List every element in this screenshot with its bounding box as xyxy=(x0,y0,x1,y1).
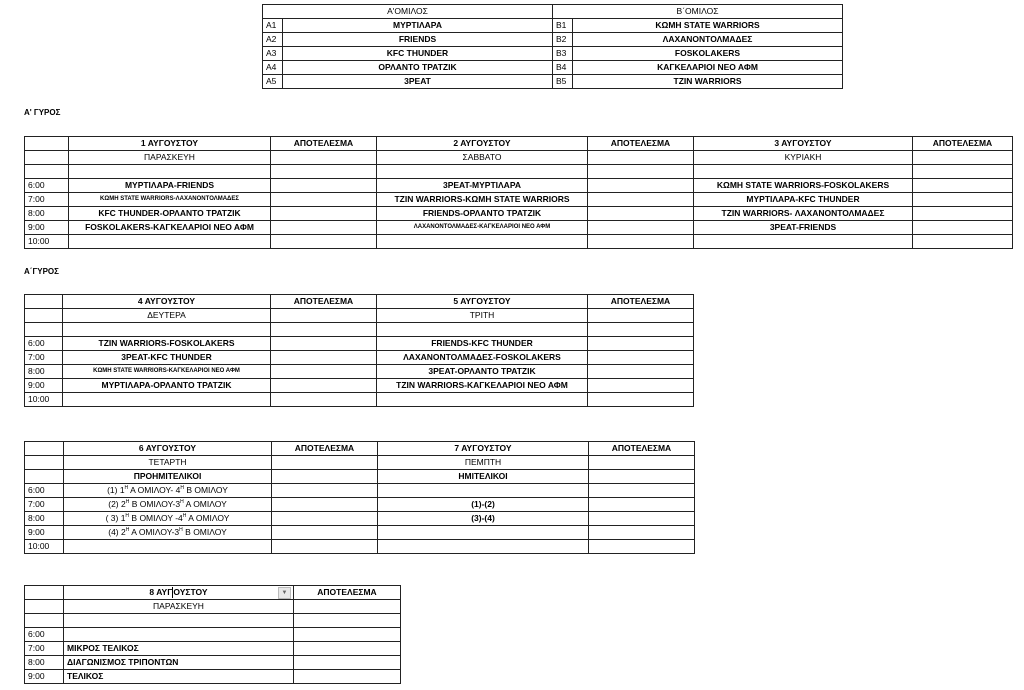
game-cell[interactable]: ΚΩΜΗ STATE WARRIORS-ΚΑΓΚΕΛΑΡΙΟΙ ΝΕΟ ΑΦΜ xyxy=(63,365,271,379)
cell[interactable]: A5 xyxy=(263,75,283,89)
cell[interactable]: TZIN WARRIORS xyxy=(573,75,843,89)
game-cell[interactable]: 3ΡΕΑΤ-FRIENDS xyxy=(694,221,913,235)
time-cell[interactable]: 7:00 xyxy=(25,642,64,656)
game-cell[interactable]: ΜΙΚΡΟΣ ΤΕΛΙΚΟΣ xyxy=(64,642,294,656)
game-cell[interactable]: (1)-(2) xyxy=(378,498,589,512)
weekday[interactable]: ΚΥΡΙΑΚΗ xyxy=(694,151,913,165)
time-cell[interactable]: 9:00 xyxy=(25,221,69,235)
game-cell[interactable]: KFC THUNDER-ΟΡΛΑΝΤΟ ΤΡΑΤΖΙΚ xyxy=(69,207,271,221)
result-header[interactable]: ΑΠΟΤΕΛΕΣΜΑ xyxy=(913,137,1013,151)
cell[interactable]: 3ΡΕΑΤ xyxy=(283,75,553,89)
result-header[interactable]: ΑΠΟΤΕΛΕΣΜΑ xyxy=(588,137,694,151)
cell[interactable]: ΚΩΜΗ STATE WARRIORS xyxy=(573,19,843,33)
day-header[interactable]: 8 ΑΥΓΟΥΣΤΟΥ ▼ xyxy=(64,586,294,600)
cell[interactable]: FOSKOLAKERS xyxy=(573,47,843,61)
day-header[interactable]: 7 ΑΥΓΟΥΣΤΟΥ xyxy=(378,442,589,456)
result-header[interactable]: ΑΠΟΤΕΛΕΣΜΑ xyxy=(294,586,401,600)
weekday[interactable]: ΠΑΡΑΣΚΕΥΗ xyxy=(64,600,294,614)
cell[interactable] xyxy=(271,151,377,165)
time-cell[interactable]: 9:00 xyxy=(25,670,64,684)
groups-table xyxy=(262,4,843,89)
time-cell[interactable]: 8:00 xyxy=(25,365,63,379)
time-cell[interactable]: 8:00 xyxy=(25,512,64,526)
schedule-table-days-1-3 xyxy=(24,136,1013,249)
round1-label: Α' ΓΥΡΟΣ xyxy=(24,108,61,117)
game-cell[interactable] xyxy=(64,628,294,642)
cell[interactable] xyxy=(25,137,69,151)
game-cell[interactable]: ( 3) $1^H$ Β ΟΜΙΛΟΥ $-4^H$ Α ΟΜΙΛΟΥ xyxy=(64,512,272,526)
game-cell[interactable]: ΤΕΛΙΚΟΣ xyxy=(64,670,294,684)
weekday[interactable]: ΤΕΤΑΡΤΗ xyxy=(64,456,272,470)
time-cell[interactable]: 10:00 xyxy=(25,235,69,249)
day-header[interactable]: 4 ΑΥΓΟΥΣΤΟΥ xyxy=(63,295,271,309)
result-header[interactable]: ΑΠΟΤΕΛΕΣΜΑ xyxy=(588,295,694,309)
game-cell[interactable]: FRIENDS-KFC THUNDER xyxy=(377,337,588,351)
time-cell[interactable]: 6:00 xyxy=(25,484,64,498)
game-cell[interactable]: ΜΥΡΤΙΛΑΡΑ-FRIENDS xyxy=(69,179,271,193)
cell[interactable]: B3 xyxy=(553,47,573,61)
game-cell[interactable]: TZIN WARRIORS-ΚΑΓΚΕΛΑΡΙΟΙ ΝΕΟ ΑΦΜ xyxy=(377,379,588,393)
game-cell[interactable]: ΛΑΧΑΝΟΝΤΟΛΜΑΔΕΣ-FOSKOLAKERS xyxy=(377,351,588,365)
weekday[interactable]: ΠΕΜΠΤΗ xyxy=(378,456,589,470)
game-cell[interactable]: 3ΡΕΑΤ-KFC THUNDER xyxy=(63,351,271,365)
game-cell[interactable]: (1) $1^H$ Α ΟΜΙΛΟΥ- $4^H$ Β ΟΜΙΛΟΥ xyxy=(64,484,272,498)
time-cell[interactable]: 9:00 xyxy=(25,379,63,393)
cell[interactable]: ΚΑΓΚΕΛΑΡΙΟΙ ΝΕΟ ΑΦΜ xyxy=(573,61,843,75)
day-header[interactable]: 5 ΑΥΓΟΥΣΤΟΥ xyxy=(377,295,588,309)
time-cell[interactable]: 6:00 xyxy=(25,179,69,193)
result-header[interactable]: ΑΠΟΤΕΛΕΣΜΑ xyxy=(271,137,377,151)
game-cell[interactable]: 3ΡΕΑΤ-ΜΥΡΤΙΛΑΡΑ xyxy=(377,179,588,193)
group-a-header[interactable]: Α'ΟΜΙΛΟΣ xyxy=(263,5,553,19)
cell[interactable]: ΜΥΡΤΙΛΑΡΑ xyxy=(283,19,553,33)
game-cell[interactable]: 3ΡΕΑΤ-ΟΡΛΑΝΤΟ ΤΡΑΤΖΙΚ xyxy=(377,365,588,379)
cell[interactable]: A4 xyxy=(263,61,283,75)
result-header[interactable]: ΑΠΟΤΕΛΕΣΜΑ xyxy=(271,295,377,309)
cell[interactable]: B4 xyxy=(553,61,573,75)
result-header[interactable]: ΑΠΟΤΕΛΕΣΜΑ xyxy=(272,442,378,456)
game-cell[interactable]: ΜΥΡΤΙΛΑΡΑ-ΟΡΛΑΝΤΟ ΤΡΑΤΖΙΚ xyxy=(63,379,271,393)
cell[interactable]: A1 xyxy=(263,19,283,33)
game-cell[interactable]: ΚΩΜΗ STATE WARRIORS-FOSKOLAKERS xyxy=(694,179,913,193)
time-cell[interactable]: 9:00 xyxy=(25,526,64,540)
game-cell[interactable]: TZIN WARRIORS-ΚΩΜΗ STATE WARRIORS xyxy=(377,193,588,207)
schedule-table-days-4-5 xyxy=(24,294,694,407)
cell[interactable]: B2 xyxy=(553,33,573,47)
dropdown-arrow-icon[interactable]: ▼ xyxy=(278,587,291,599)
day-header[interactable]: 6 ΑΥΓΟΥΣΤΟΥ xyxy=(64,442,272,456)
weekday[interactable]: ΠΑΡΑΣΚΕΥΗ xyxy=(69,151,271,165)
schedule-table-days-6-7 xyxy=(24,441,695,554)
time-cell[interactable]: 7:00 xyxy=(25,193,69,207)
time-cell[interactable]: 8:00 xyxy=(25,656,64,670)
result-header[interactable]: ΑΠΟΤΕΛΕΣΜΑ xyxy=(589,442,695,456)
time-cell[interactable]: 10:00 xyxy=(25,393,63,407)
cell[interactable]: KFC THUNDER xyxy=(283,47,553,61)
day-header[interactable]: 3 ΑΥΓΟΥΣΤΟΥ xyxy=(694,137,913,151)
weekday[interactable]: ΣΑΒΒΑΤΟ xyxy=(377,151,588,165)
game-cell[interactable]: ΜΥΡΤΙΛΑΡΑ-KFC THUNDER xyxy=(694,193,913,207)
cell[interactable] xyxy=(588,151,694,165)
game-cell[interactable]: (2) $2^H$ Β ΟΜΙΛΟΥ-$3^H$ Α ΟΜΙΛΟΥ xyxy=(64,498,272,512)
schedule-table-day-8 xyxy=(24,585,401,684)
time-cell[interactable]: 10:00 xyxy=(25,540,64,554)
cell[interactable]: B5 xyxy=(553,75,573,89)
game-cell[interactable]: FOSKOLAKERS-ΚΑΓΚΕΛΑΡΙΟΙ ΝΕΟ ΑΦΜ xyxy=(69,221,271,235)
cell[interactable]: FRIENDS xyxy=(283,33,553,47)
game-cell[interactable]: ΚΩΜΗ STATE WARRIORS-ΛΑΧΑΝΟΝΤΟΛΜΑΔΕΣ xyxy=(69,193,271,207)
game-cell[interactable]: (3)-(4) xyxy=(378,512,589,526)
cell[interactable]: B1 xyxy=(553,19,573,33)
day-header[interactable]: 2 ΑΥΓΟΥΣΤΟΥ xyxy=(377,137,588,151)
game-cell[interactable] xyxy=(378,526,589,540)
cell[interactable]: A3 xyxy=(263,47,283,61)
time-cell[interactable]: 7:00 xyxy=(25,498,64,512)
time-cell[interactable]: 7:00 xyxy=(25,351,63,365)
game-cell[interactable]: ΛΑΧΑΝΟΝΤΟΛΜΑΔΕΣ-ΚΑΓΚΕΛΑΡΙΟΙ ΝΕΟ ΑΦΜ xyxy=(377,221,588,235)
game-cell[interactable]: FRIENDS-ΟΡΛΑΝΤΟ ΤΡΑΤΖΙΚ xyxy=(377,207,588,221)
cell[interactable]: ΛΑΧΑΝΟΝΤΟΛΜΑΔΕΣ xyxy=(573,33,843,47)
game-cell[interactable]: ΔΙΑΓΩΝΙΣΜΟΣ ΤΡΙΠΟΝΤΩΝ xyxy=(64,656,294,670)
time-cell[interactable]: 6:00 xyxy=(25,628,64,642)
round2-label: Α΄ΓΥΡΟΣ xyxy=(24,267,59,276)
cell[interactable] xyxy=(913,151,1013,165)
game-cell[interactable]: (4) $2^H$ Α ΟΜΙΛΟΥ-$3^H$ Β ΟΜΙΛΟΥ xyxy=(64,526,272,540)
game-cell[interactable] xyxy=(378,484,589,498)
cell[interactable] xyxy=(25,151,69,165)
time-cell[interactable]: 8:00 xyxy=(25,207,69,221)
stage-label[interactable]: ΠΡΟΗΜΙΤΕΛΙΚΟΙ xyxy=(64,470,272,484)
stage-label[interactable]: ΗΜΙΤΕΛΙΚΟΙ xyxy=(378,470,589,484)
day-header[interactable]: 1 ΑΥΓΟΥΣΤΟΥ xyxy=(69,137,271,151)
group-b-header[interactable]: Β΄ΟΜΙΛΟΣ xyxy=(553,5,843,19)
game-cell[interactable]: TZIN WARRIORS- ΛΑΧΑΝΟΝΤΟΛΜΑΔΕΣ xyxy=(694,207,913,221)
cell[interactable]: A2 xyxy=(263,33,283,47)
cell[interactable]: ΟΡΛΑΝΤΟ ΤΡΑΤΖΙΚ xyxy=(283,61,553,75)
weekday[interactable]: ΔΕΥΤΕΡΑ xyxy=(63,309,271,323)
time-cell[interactable]: 6:00 xyxy=(25,337,63,351)
game-cell[interactable]: TZIN WARRIORS-FOSKOLAKERS xyxy=(63,337,271,351)
weekday[interactable]: ΤΡΙΤΗ xyxy=(377,309,588,323)
